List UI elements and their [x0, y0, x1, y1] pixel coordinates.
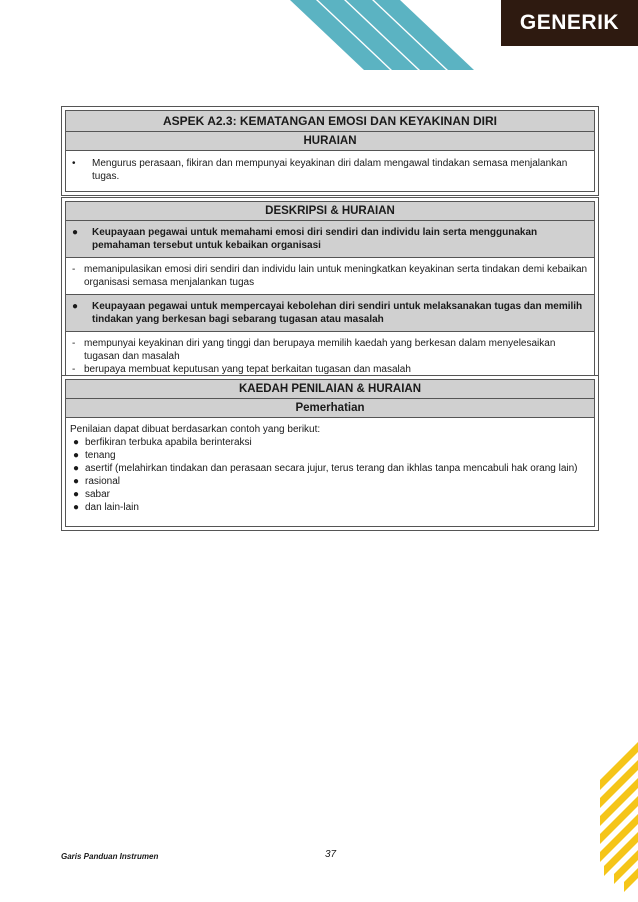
kaedah-intro: Penilaian dapat dibuat berdasarkan contoh yang berikut:: [70, 424, 321, 435]
point-1-text: Keupayaan pegawai untuk memahami emosi diri sendiri dan individu lain serta menggunakan pemahaman tersebut untuk kebaikan organisasi: [92, 227, 538, 251]
list-item: ● sabar: [73, 489, 111, 500]
footer-doc-title: Garis Panduan Instrumen: [61, 852, 159, 861]
detail-2b-text: berupaya membuat keputusan yang tepat berkaitan tugasan dan masalah: [84, 364, 411, 375]
page-number: 37: [325, 849, 337, 860]
yellow-stripes-decoration: [600, 742, 638, 892]
pemerhatian-header: Pemerhatian: [66, 399, 594, 418]
teal-stripe-2: [318, 0, 418, 70]
dash: -: [72, 264, 76, 275]
kaedah-body: [66, 418, 594, 526]
deskripsi-header: DESKRIPSI & HURAIAN: [66, 202, 594, 221]
detail-1-text: memanipulasikan emosi diri sendiri dan individu lain untuk meningkatkan keyakinan serta tindakan demi kebaikan organisasi semasa menjalankan tugas: [84, 264, 588, 288]
teal-stripe-3: [346, 0, 446, 70]
detail-2-row: - mempunyai keyakinan diri yang tinggi dan berupaya memilih kaedah yang berkesan dalam menyelesaikan tugasan dan masalah - berupaya membuat keputusan yang tepat berkaitan tugasan dan masalah: [66, 332, 594, 384]
bullet-icon: ●: [72, 227, 79, 238]
list-item: ● dan lain-lain: [73, 502, 139, 513]
deskripsi-box: [61, 197, 599, 389]
bullet: •: [72, 158, 76, 169]
list-item: ● asertif (melahirkan tindakan dan perasaan secara jujur, terus terang dan ikhlas tanpa mencabuli hak orang lain): [73, 463, 578, 474]
huraian-row: [66, 151, 594, 191]
bullet-icon: ●: [72, 301, 79, 312]
list-item: ● tenang: [73, 450, 116, 461]
point-2-text: Keupayaan pegawai untuk mempercayai kebolehan diri sendiri untuk melaksanakan tugas dan memilih tindakan yang berkesan bagi sebarang tugasan atau masalah: [92, 301, 583, 325]
detail-2a-text: mempunyai keyakinan diri yang tinggi dan berupaya memilih kaedah yang berkesan dalam menyelesaikan tugasan dan masalah: [84, 338, 556, 362]
kaedah-header: KAEDAH PENILAIAN & HURAIAN: [66, 380, 594, 399]
aspect-title: ASPEK A2.3: KEMATANGAN EMOSI DAN KEYAKINAN DIRI: [66, 111, 594, 132]
generik-label: GENERIK: [519, 11, 620, 34]
teal-stripe-4: [374, 0, 474, 70]
list-item: ● rasional: [73, 476, 121, 487]
generik-badge: [501, 0, 638, 46]
huraian-header: HURAIAN: [66, 132, 594, 151]
teal-stripe-1: [290, 0, 390, 70]
aspect-box: [61, 106, 599, 196]
detail-1-row: [66, 258, 594, 295]
kaedah-box: [61, 375, 599, 531]
huraian-text: Mengurus perasaan, fikiran dan mempunyai keyakinan diri dalam mengawal tindakan semasa menjalankan tugas.: [92, 158, 568, 182]
deskripsi-point-1: [66, 221, 594, 258]
list-item: ● berfikiran terbuka apabila berinteraksi: [73, 437, 252, 448]
deskripsi-point-2: [66, 295, 594, 332]
